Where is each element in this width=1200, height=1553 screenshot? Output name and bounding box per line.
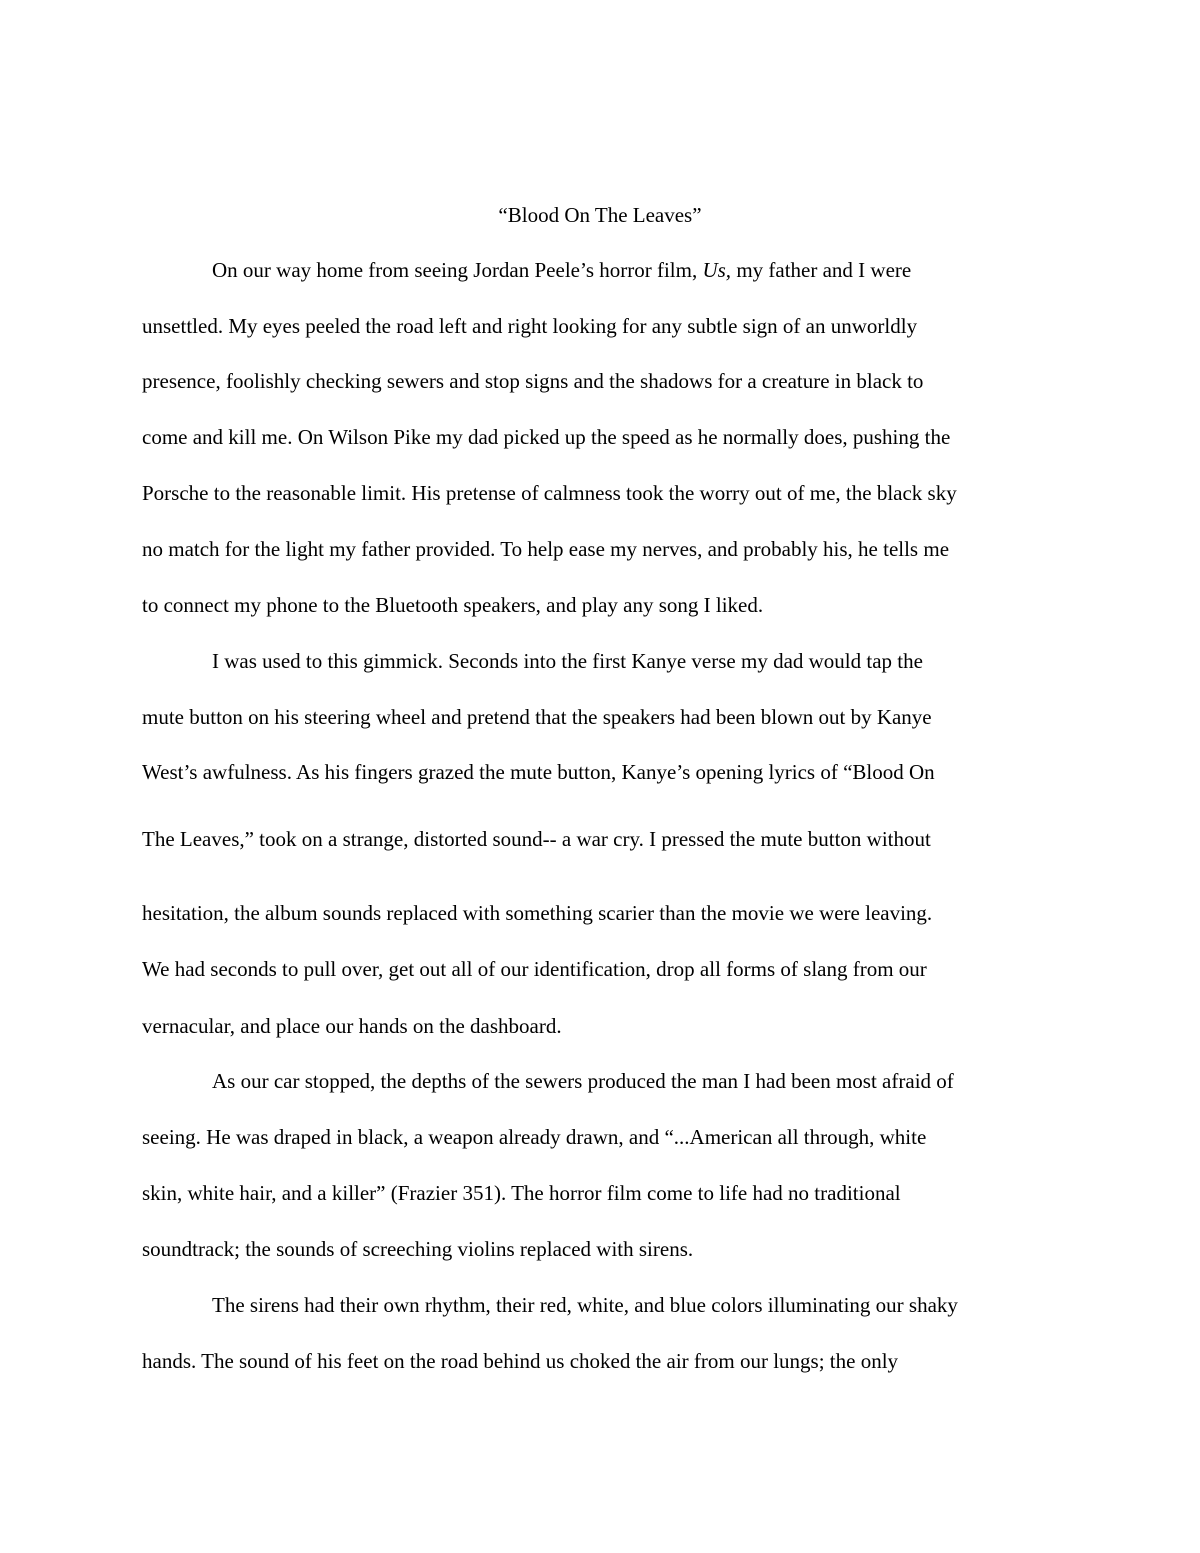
text-line — [142, 1127, 926, 1148]
text-line — [142, 1239, 693, 1260]
line-text: mute button on his steering wheel and pretend that the speakers had been blown out by Kanye — [142, 705, 932, 729]
text-line — [142, 1016, 562, 1037]
line-text: skin, white hair, and a killer” (Frazier 351). The horror film come to life had no traditional — [142, 1181, 901, 1205]
line-text: presence, foolishly checking sewers and stop signs and the shadows for a creature in black to — [142, 369, 924, 393]
line-text: to connect my phone to the Bluetooth speakers, and play any song I liked. — [142, 593, 764, 617]
line-text: vernacular, and place our hands on the dashboard. — [142, 1014, 562, 1038]
line-text: On our way home from seeing Jordan Peele’s horror film, — [212, 258, 703, 282]
text-line — [142, 483, 957, 504]
line-text: my father and I were — [731, 258, 912, 282]
essay-title: “Blood On The Leaves” — [498, 203, 702, 227]
text-line — [212, 651, 923, 672]
text-line — [142, 829, 931, 850]
text-line — [142, 707, 932, 728]
text-line — [142, 903, 932, 924]
line-text: I was used to this gimmick. Seconds into the first Kanye verse my dad would tap the — [212, 649, 923, 673]
line-text: hands. The sound of his feet on the road behind us choked the air from our lungs; the only — [142, 1349, 899, 1373]
italic-text: Us, — [702, 258, 732, 282]
text-line — [142, 762, 935, 783]
line-text: The Leaves,” took on a strange, distorted sound-- a war cry. I pressed the mute button without — [142, 827, 931, 851]
line-text: As our car stopped, the depths of the sewers produced the man I had been most afraid of — [212, 1069, 954, 1093]
text-line — [212, 1071, 954, 1092]
line-text: hesitation, the album sounds replaced with something scarier than the movie we were leaving. — [142, 901, 933, 925]
line-text: come and kill me. On Wilson Pike my dad picked up the speed as he normally does, pushing the — [142, 425, 951, 449]
line-text: unsettled. My eyes peeled the road left and right looking for any subtle sign of an unworldly — [142, 314, 918, 338]
text-line — [142, 1351, 898, 1372]
line-text: no match for the light my father provided. To help ease my nerves, and probably his, he tells me — [142, 537, 950, 561]
line-text: The sirens had their own rhythm, their red, white, and blue colors illuminating our shaky — [212, 1293, 958, 1317]
text-line — [212, 260, 911, 281]
text-line — [142, 316, 917, 337]
line-text: seeing. He was draped in black, a weapon already drawn, and “...American all through, white — [142, 1125, 927, 1149]
line-text: West’s awfulness. As his fingers grazed the mute button, Kanye’s opening lyrics of “Blood On — [142, 760, 935, 784]
text-line — [142, 595, 763, 616]
text-line — [142, 371, 923, 392]
line-text: We had seconds to pull over, get out all of our identification, drop all forms of slang from our — [142, 957, 927, 981]
text-line — [142, 959, 927, 980]
text-line — [142, 539, 949, 560]
text-line — [142, 427, 950, 448]
line-text: Porsche to the reasonable limit. His pretense of calmness took the worry out of me, the black sky — [142, 481, 957, 505]
text-line — [142, 1183, 901, 1204]
line-text: soundtrack; the sounds of screeching violins replaced with sirens. — [142, 1237, 694, 1261]
text-line — [212, 1295, 958, 1316]
